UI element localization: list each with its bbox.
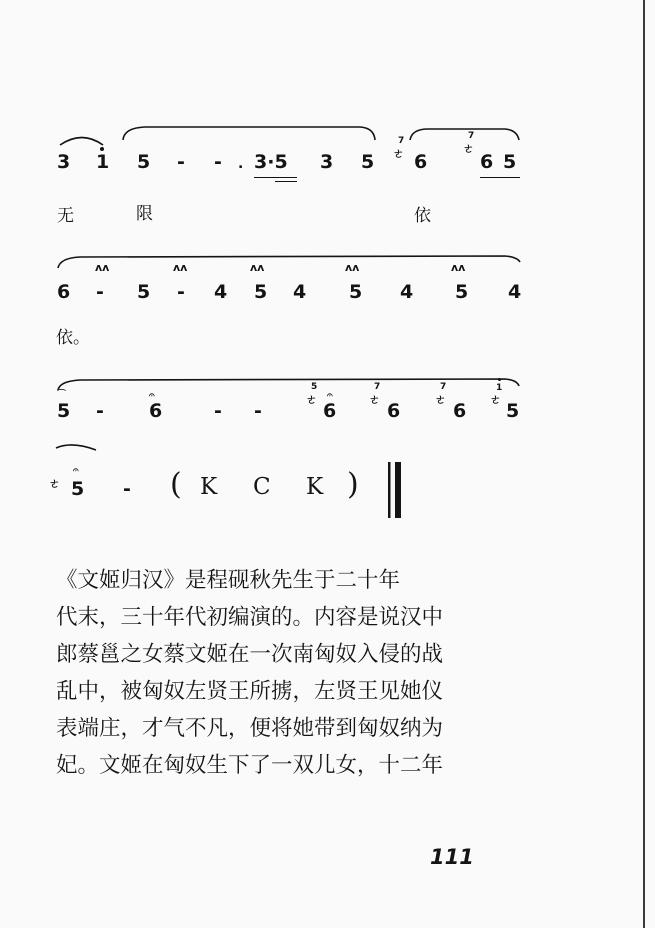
vibrato-mark: ʌʌ [345, 261, 360, 274]
final-barline-thick [395, 462, 401, 518]
note: 5 [361, 151, 375, 173]
fermata-mark: 𝄐 [327, 390, 333, 401]
prose-line: 妃。文姬在匈奴生下了一双儿女，十二年 [56, 753, 444, 778]
note: 6 [57, 281, 71, 303]
note: 3 [320, 151, 334, 173]
dash: - [254, 400, 262, 422]
prose-line: 代末，三十年代初编演的。内容是说汉中 [56, 605, 444, 630]
note: 6 [414, 151, 428, 173]
prose-line: 《文姬归汉》是程砚秋先生于二十年 [56, 568, 401, 593]
dash: - [177, 281, 185, 303]
ornament-mark: ㄜ [49, 477, 60, 490]
page-number: 111 [430, 845, 474, 869]
note: 6 [453, 400, 467, 422]
note: 3·5 [254, 151, 288, 173]
grace-note: 7 [398, 136, 405, 146]
note: 3 [57, 151, 71, 173]
note: 5 [455, 281, 469, 303]
note: 6 [480, 151, 494, 173]
vibrato-mark: ʌʌ [173, 261, 188, 274]
slur [123, 127, 375, 140]
vibrato-mark: ʌʌ [250, 261, 265, 274]
prose-line: 表端庄，才气不凡，便将她带到匈奴纳为 [56, 716, 444, 741]
fermata-mark: 𝄐 [73, 465, 79, 476]
octave-dot [498, 378, 501, 381]
slur [56, 445, 96, 450]
note: 6 [387, 400, 401, 422]
ornament-mark: ㄜ [490, 393, 501, 406]
dash: - [96, 281, 104, 303]
note: 6 [149, 400, 163, 422]
note: 1 [96, 151, 110, 173]
slur [410, 129, 519, 140]
underline [254, 177, 297, 178]
lyric: 依 [414, 206, 431, 226]
ornament-mark: ㄜ [369, 393, 380, 406]
grace-note: 7 [440, 382, 447, 392]
note: 5 [506, 400, 520, 422]
note: 5 [57, 400, 71, 422]
note: 6 [323, 400, 337, 422]
dash: - [177, 151, 185, 173]
underline [275, 181, 297, 182]
note: 5 [137, 281, 151, 303]
slur [60, 138, 103, 146]
slur [58, 379, 519, 390]
percussion-letter: K [200, 474, 218, 500]
note: 5 [137, 151, 151, 173]
vibrato-mark: ʌʌ [95, 261, 110, 274]
percussion-letter: C [253, 474, 271, 500]
ornament-mark: ㄜ [393, 147, 404, 160]
dash: - [123, 478, 131, 500]
ornament-mark: ㄜ [435, 393, 446, 406]
fermata-mark: ⌒ [57, 390, 67, 400]
prose-line: 乱中，被匈奴左贤王所掳，左贤王见她仪 [56, 679, 444, 704]
ornament-mark: ㄜ [306, 393, 317, 406]
note: 4 [293, 281, 307, 303]
dash: - [214, 151, 222, 173]
lyric: 无 [57, 206, 74, 226]
breath-mark: . [238, 156, 244, 172]
lyric: 依。 [56, 328, 90, 348]
percussion-paren-open: ( [170, 467, 182, 502]
final-barline-thin [388, 462, 391, 518]
vibrato-mark: ʌʌ [451, 261, 466, 274]
note: 4 [508, 281, 522, 303]
grace-note: 1 [496, 383, 503, 393]
grace-note: 7 [468, 131, 475, 141]
percussion-letter: K [306, 474, 324, 500]
note: 4 [400, 281, 414, 303]
note: 4 [214, 281, 228, 303]
ornament-mark: ㄜ [463, 142, 474, 155]
lyric: 限 [136, 204, 153, 224]
grace-note: 7 [374, 382, 381, 392]
fermata-mark: 𝄐 [149, 390, 155, 401]
grace-note: 5 [311, 382, 318, 392]
note: 5 [349, 281, 363, 303]
percussion-paren-close: ) [347, 467, 359, 502]
underline [480, 177, 520, 178]
note: 5 [254, 281, 268, 303]
dash: - [96, 400, 104, 422]
dash: - [214, 400, 222, 422]
note: 5 [503, 151, 517, 173]
note: 5 [71, 478, 85, 500]
prose-line: 郎蔡邕之女蔡文姬在一次南匈奴入侵的战 [56, 642, 444, 667]
